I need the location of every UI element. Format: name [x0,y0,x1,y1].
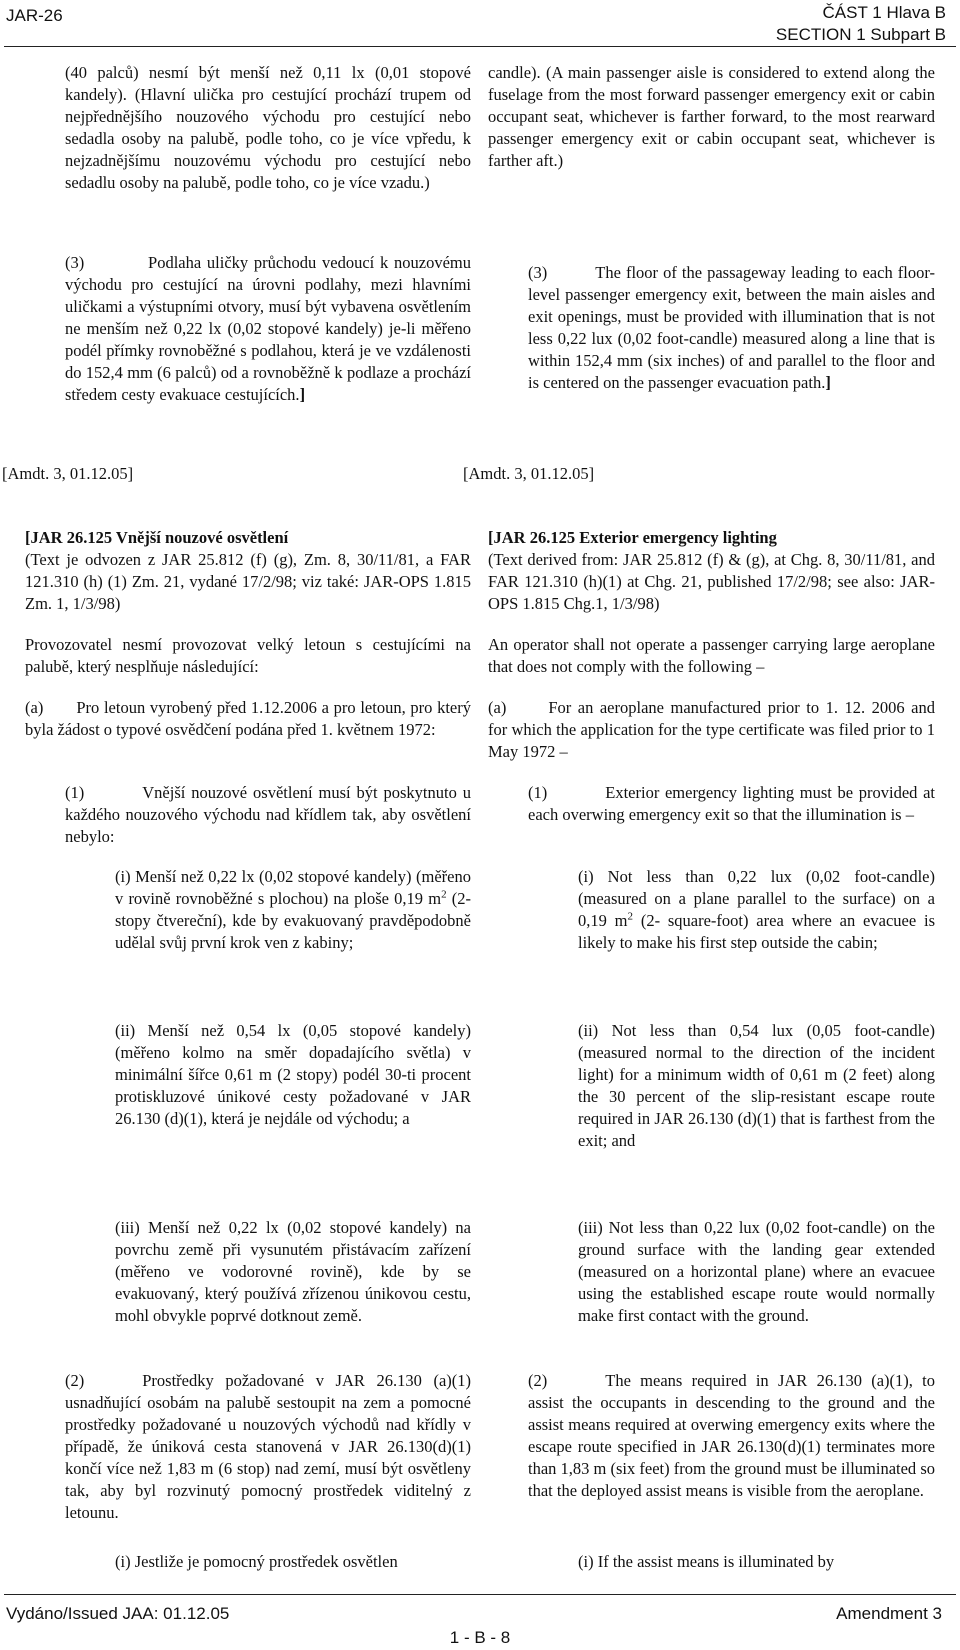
en-source-note: (Text derived from: JAR 25.812 (f) & (g), at Chg. 8, 30/11/81, and FAR 121.310 (h)(1) at Chg. 21, published 17/2/98; see also: JAR-OPS 1.815 Chg.1, 1/3/98) [488,550,935,613]
section-label-cz: ČÁST 1 Hlava B [822,3,946,22]
en-amendment-note: [Amdt. 3, 01.12.05] [463,464,595,483]
en-paragraph-aisle-cont: candle). (A main passenger aisle is considered to extend along the fuselage from the most forward passenger emergency exit or cabin occupant seat, whichever is farther forward, to the most rearward passenger emergency exit or cabin occupant seat, whichever is farther aft.) [488,63,935,170]
cz-item-a [25,697,471,741]
cz-item-a-text: Pro letoun vyrobený před 1.12.2006 a pro letoun, pro který byla žádost o typové osvědčení podána před 1. květnem 1972: [25,698,471,739]
page-footer [0,1592,960,1650]
cz-item-i-text-cont: (2- stopy čtvereční), kde by evakuovaný pravděpodobně udělal svůj první krok ven z kabiny; [115,889,471,952]
cz-section-title: [JAR 26.125 Vnější nouzové osvětlení [25,528,289,547]
cz-item-i-text: (i) Menší než 0,22 lx (0,02 stopové kandely) (měřeno v rovině rovnoběžné s plochou) na ploše 0,19 m [115,867,471,908]
cz-intro: Provozovatel nesmí provozovat velký letoun s cestujícími na palubě, který nesplňuje následující: [25,635,471,676]
en-item-a2-i: (i) If the assist means is illuminated by [578,1552,835,1571]
en-item-i-text: (i) Not less than 0,22 lux (0,02 foot-candle) (measured on a plane parallel to the surface) on a 0,19 m [578,867,935,930]
footer-rule [4,1594,956,1595]
cz-item-a1-number: (1) [65,783,85,802]
document-code: JAR-26 [6,6,63,25]
cz-item-i [115,866,471,954]
en-paragraph-3-text: The floor of the passageway leading to each floor-level passenger emergency exit, between the main aisles and exit openings, must be provided with illumination that is not less 0,22 lux (0,02 foot-candle) measured along a line that is within 152,4 mm (six inches) of and parallel to the floor and is centered on the passenger evacuation path. [528,263,935,392]
en-item-a2-number: (2) [528,1371,548,1390]
en-paragraph-3 [528,262,935,394]
section-label-en: SECTION 1 Subpart B [775,25,946,44]
cz-item-a1 [65,782,471,848]
amendment-label: Amendment 3 [836,1604,942,1623]
cz-item-a2-number: (2) [65,1371,85,1390]
cz-item-i-superscript: 2 [441,888,447,901]
header-rule [4,46,956,47]
cz-paragraph-aisle-cont: (40 palců) nesmí být menší než 0,11 lx (0,01 stopové kandely). (Hlavní ulička pro cestující prochází trupem od nejpřednějšího nouzového východu pro cestující nebo sedadla osoby na palubě, podle toho, co je více vpředu, k nejzadnějšímu nouzovému východu pro cestující nebo sedadlu osoby na palubě, podle toho, co je více vzadu.) [65,63,471,192]
section-label [776,2,946,46]
cz-amendment-note: [Amdt. 3, 01.12.05] [2,464,134,483]
en-item-iii: (iii) Not less than 0,22 lux (0,02 foot-candle) on the ground surface with the landing gear extended (measured on a horizontal plane) where an evacuee using the established escape route would normally make first contact with the ground. [578,1218,935,1325]
cz-paragraph-3-text: Podlaha uličky průchodu vedoucí k nouzovému východu pro cestující na úrovni podlahy, mezi hlavními uličkami a výstupními otvory, musí být vybavena osvětlením ne menším než 0,22 lx (0,02 stopové kandely) je-li měřeno podél přímky rovnoběžné s podlahou, která je ve vzdálenosti do 152,4 mm (6 palců) od a rovnoběžně k podlaze a prochází středem cesty evakuace cestujících. [65,253,471,404]
en-item-i-text-cont: (2- square-foot) area where an evacuee is likely to make his first step outside the cabin; [578,911,935,952]
en-item-ii: (ii) Not less than 0,54 lux (0,05 foot-candle) (measured normal to the direction of the incident light) for a minimum width of 0,61 m (2 feet) along the 30 percent of the slip-resistant escape route required in JAR 26.130 (d)(1) that is farthest from the exit; and [578,1021,935,1150]
cz-item-a2-i: (i) Jestliže je pomocný prostředek osvětlen [115,1552,398,1571]
cz-item-a2 [65,1370,471,1524]
en-item-a1-number: (1) [528,783,548,802]
cz-item-a1-text: Vnější nouzové osvětlení musí být poskytnuto u každého nouzového východu nad křídlem tak, aby osvětlení nebylo: [65,783,471,846]
page-number: 1 - B - 8 [449,1628,511,1647]
page-header [0,0,960,48]
cz-item-a-number: (a) [25,698,44,717]
en-paragraph-3-number: (3) [528,263,548,282]
cz-paragraph-3-number: (3) [65,253,85,272]
issue-date: Vydáno/Issued JAA: 01.12.05 [6,1604,230,1623]
en-paragraph-3-bracket: ] [825,373,831,392]
en-item-i [578,866,935,954]
cz-item-a2-text: Prostředky požadované v JAR 26.130 (a)(1) usnadňující osobám na palubě sestoupit na zem a pomocné prostředky požadované u nouzových východů nad křídly v případě, že úniková cesta stanovená v JAR 26.130(d)(1) končí více než 1,83 m (6 stop) nad zemí, musí být osvětleny tak, aby byl rozvinutý pomocný prostředek viditelný z letounu. [65,1371,471,1522]
en-item-a2 [528,1370,935,1502]
cz-source-note: (Text je odvozen z JAR 25.812 (f) (g), Zm. 8, 30/11/81, a FAR 121.310 (h) (1) Zm. 21, vydané 17/2/98; viz také: JAR-OPS 1.815 Zm. 1, 1/3/98) [25,550,471,613]
en-intro: An operator shall not operate a passenger carrying large aeroplane that does not comply with the following – [488,635,935,676]
en-item-i-superscript: 2 [627,910,634,923]
en-section-title: [JAR 26.125 Exterior emergency lighting [488,528,777,547]
en-item-a [488,697,935,763]
en-item-a-number: (a) [488,698,507,717]
cz-item-ii: (ii) Menší než 0,54 lx (0,05 stopové kandely) (měřeno kolmo na směr dopadajícího světla) v minimální šířce 0,61 m (2 stopy) podél 30-ti procent protiskluzové únikové cesty požadované v JAR 26.130 (d)(1), která je nejdále od východu; a [115,1021,471,1128]
en-item-a1-text: Exterior emergency lighting must be provided at each overwing emergency exit so that the illumination is – [528,783,935,824]
cz-item-iii: (iii) Menší než 0,22 lx (0,02 stopové kandely) na povrchu země při vysunutém přistávacím zařízení (měřeno ve vodorovné rovině), kde by se evakuovaný, který používá zřízenou únikovou cestu, mohl obvykle poprvé dotknout země. [115,1218,471,1325]
cz-paragraph-3 [65,252,471,406]
en-item-a1 [528,782,935,826]
en-item-a-text: For an aeroplane manufactured prior to 1. 12. 2006 and for which the application for the type certificate was filed prior to 1 May 1972 – [488,698,935,761]
en-item-a2-text: The means required in JAR 26.130 (a)(1), to assist the occupants in descending to the ground and the assist means required at overwing emergency exits where the escape route specified in JAR 26.130(d)(1) terminates more than 1,83 m (six feet) from the ground must be illuminated so that the deployed assist means is visible from the aeroplane. [528,1371,935,1500]
cz-paragraph-3-bracket: ] [299,385,306,404]
